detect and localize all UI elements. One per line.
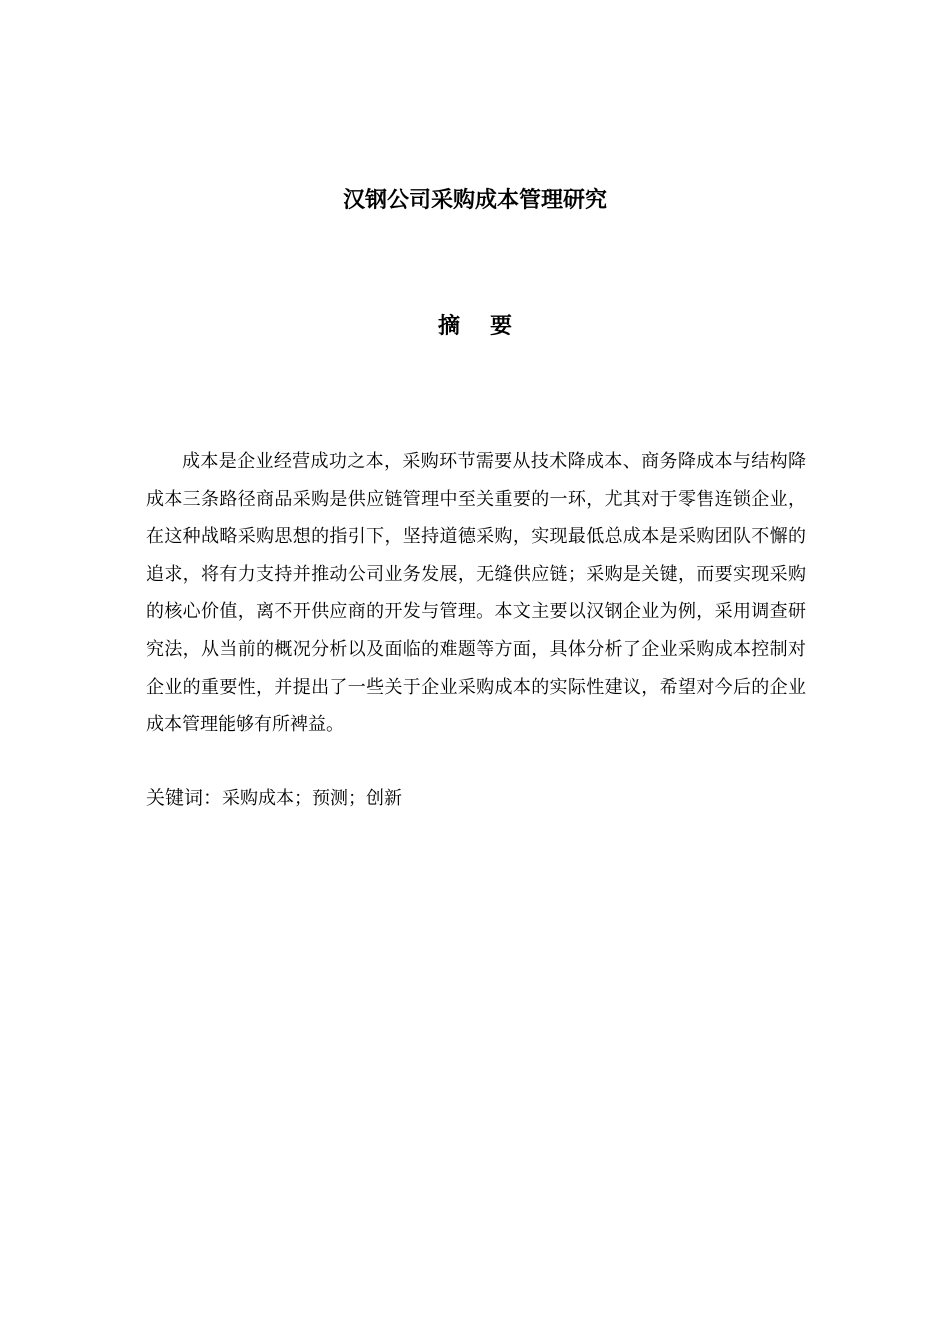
abstract-body: 成本是企业经营成功之本，采购环节需要从技术降成本、商务降成本与结构降成本三条路径商品采购是供应链管理中至关重要的一环，尤其对于零售连锁企业，在这种战略采购思想的指引下，坚持道德采购，实现最低总成本是采购团队不懈的追求，将有力支持并推动公司业务发展，无缝供应链；采购是关键，而要实现采购的核心价值，离不开供应商的开发与管理。本文主要以汉钢企业为例，采用调查研究法，从当前的概况分析以及面临的难题等方面，具体分析了企业采购成本控制对企业的重要性，并提出了一些关于企业采购成本的实际性建议，希望对今后的企业成本管理能够有所裨益。 [146,451,806,736]
document-title: 汉钢公司采购成本管理研究 [342,188,607,213]
keywords-label: 关键词： [146,787,223,809]
abstract-heading-char-1: 摘 [437,314,460,339]
abstract-heading [0,312,950,342]
keywords-line [146,784,806,813]
abstract-heading-char-2: 要 [490,314,513,339]
keywords-value: 采购成本；预测；创新 [222,788,403,809]
